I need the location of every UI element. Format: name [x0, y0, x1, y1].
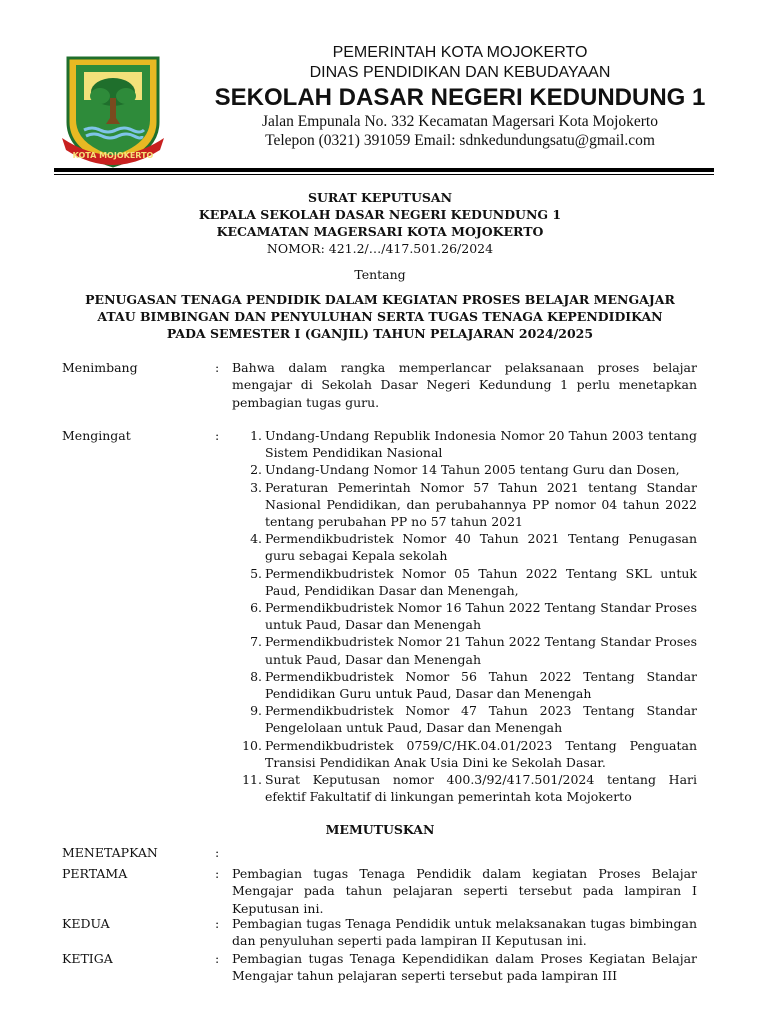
menimbang-label: Menimbang	[62, 360, 138, 375]
letterhead-divider-thick	[54, 168, 714, 172]
list-item	[240, 479, 697, 531]
list-item	[240, 771, 697, 805]
list-item-number: 1.	[250, 428, 262, 443]
list-item	[240, 599, 697, 633]
list-item-number: 10.	[242, 737, 262, 753]
pertama-colon: :	[215, 866, 220, 881]
list-item-text: Surat Keputusan nomor 400.3/92/417.501/2024 tentang Hari efektif Fakultatif di linkungan pemerintah kota Mojokerto	[265, 772, 697, 805]
doc-issuer: KEPALA SEKOLAH DASAR NEGERI KEDUNDUNG 1	[198, 207, 562, 222]
kedua-label: KEDUA	[62, 916, 110, 931]
letterhead-department: DINAS PENDIDIKAN DAN KEBUDAYAAN	[309, 64, 611, 81]
doc-subject-line-3: PADA SEMESTER I (GANJIL) TAHUN PELAJARAN 2024/2025	[166, 326, 594, 341]
list-item	[240, 530, 697, 564]
list-item-text: Permendikbudristek Nomor 40 Tahun 2021 Tentang Penugasan guru sebagai Kepala sekolah	[265, 531, 697, 564]
list-item-number: 11.	[242, 772, 262, 788]
mengingat-list	[240, 427, 697, 805]
list-item-number: 7.	[250, 634, 262, 650]
letterhead-school-name: SEKOLAH DASAR NEGERI KEDUNDUNG 1	[214, 84, 706, 111]
mengingat-colon: :	[215, 428, 220, 443]
list-item-number: 2.	[250, 462, 262, 478]
doc-about: Tentang	[354, 267, 406, 282]
city-seal-logo	[62, 52, 164, 170]
doc-type: SURAT KEPUTUSAN	[307, 190, 453, 205]
menetapkan-colon: :	[215, 845, 220, 860]
doc-subject-line-1: PENUGASAN TENAGA PENDIDIK DALAM KEGIATAN PROSES BELAJAR MENGAJAR	[85, 292, 675, 307]
list-item-text: Peraturan Pemerintah Nomor 57 Tahun 2021 tentang Standar Nasional Pendidikan, dan perubahannya PP nomor 04 tahun 2022 tentang perubahan PP no 57 tahun 2021	[265, 479, 697, 530]
list-item-number: 6.	[250, 600, 262, 616]
menimbang-colon: :	[215, 360, 220, 375]
letterhead-government: PEMERINTAH KOTA MOJOKERTO	[332, 44, 588, 61]
memutuskan-heading: MEMUTUSKAN	[325, 822, 435, 837]
menetapkan-label: MENETAPKAN	[62, 845, 158, 860]
list-item-number: 9.	[250, 703, 262, 719]
list-item-text: Permendikbudristek 0759/C/HK.04.01/2023 Tentang Penguatan Transisi Pendidikan Anak Usia Dini ke Sekolah Dasar.	[265, 737, 697, 770]
pertama-label: PERTAMA	[62, 866, 128, 881]
list-item	[240, 427, 697, 461]
list-item-number: 8.	[250, 668, 262, 684]
list-item-number: 5.	[250, 565, 262, 581]
list-item	[240, 668, 697, 702]
list-item-text: Undang-Undang Republik Indonesia Nomor 20 Tahun 2003 tentang Sistem Pendidikan Nasional	[265, 428, 697, 461]
doc-number: NOMOR: 421.2/…/417.501.26/2024	[266, 241, 494, 256]
kedua-text: Pembagian tugas Tenaga Pendidik untuk melaksanakan tugas bimbingan dan penyuluhan seperti pada lampiran II Keputusan ini.	[232, 916, 697, 949]
doc-district: KECAMATAN MAGERSARI KOTA MOJOKERTO	[216, 224, 544, 239]
list-item	[240, 633, 697, 667]
list-item-number: 4.	[250, 531, 262, 547]
list-item	[240, 461, 697, 478]
kedua-colon: :	[215, 916, 220, 931]
doc-subject-line-2: ATAU BIMBINGAN DAN PENYULUHAN SERTA TUGAS TENAGA KEPENDIDIKAN	[97, 309, 663, 324]
ketiga-text: Pembagian tugas Tenaga Kependidikan dalam Proses Kegiatan Belajar Mengajar tahun pelajaran seperti tersebut pada lampiran III	[232, 951, 697, 984]
logo-ribbon-text: KOTA MOJOKERTO	[72, 151, 154, 160]
letterhead-address: Jalan Empunala No. 332 Kecamatan Magersari Kota Mojokerto	[262, 113, 658, 130]
list-item-text: Permendikbudristek Nomor 16 Tahun 2022 Tentang Standar Proses untuk Paud, Dasar dan Menengah	[265, 600, 697, 633]
list-item-text: Undang-Undang Nomor 14 Tahun 2005 tentang Guru dan Dosen,	[265, 462, 680, 478]
list-item	[240, 737, 697, 771]
list-item-text: Permendikbudristek Nomor 05 Tahun 2022 Tentang SKL untuk Paud, Pendidikan Dasar dan Menengah,	[265, 565, 697, 598]
mengingat-label: Mengingat	[62, 428, 131, 443]
list-item	[240, 702, 697, 736]
list-item-text: Permendikbudristek Nomor 47 Tahun 2023 Tentang Standar Pengelolaan untuk Paud, Dasar dan Menengah	[265, 703, 697, 736]
list-item-number: 3.	[250, 479, 262, 495]
ketiga-label: KETIGA	[62, 951, 113, 966]
menimbang-text: Bahwa dalam rangka memperlancar pelaksanaan proses belajar mengajar di Sekolah Dasar Negeri Kedundung 1 perlu menetapkan pembagian tugas guru.	[232, 360, 697, 410]
ketiga-colon: :	[215, 951, 220, 966]
letterhead-divider-thin	[54, 174, 714, 175]
list-item-text: Permendikbudristek Nomor 21 Tahun 2022 Tentang Standar Proses untuk Paud, Dasar dan Menengah	[265, 634, 697, 667]
list-item-text: Permendikbudristek Nomor 56 Tahun 2022 Tentang Standar Pendidikan Guru untuk Paud, Dasar dan Menengah	[265, 668, 697, 702]
list-item	[240, 565, 697, 599]
pertama-text: Pembagian tugas Tenaga Pendidik dalam kegiatan Proses Belajar Mengajar pada tahun pelajaran seperti tersebut pada lampiran I Keputusan ini.	[232, 866, 697, 916]
letterhead-contact: Telepon (0321) 391059 Email: sdnkedundungsatu@gmail.com	[265, 132, 655, 149]
